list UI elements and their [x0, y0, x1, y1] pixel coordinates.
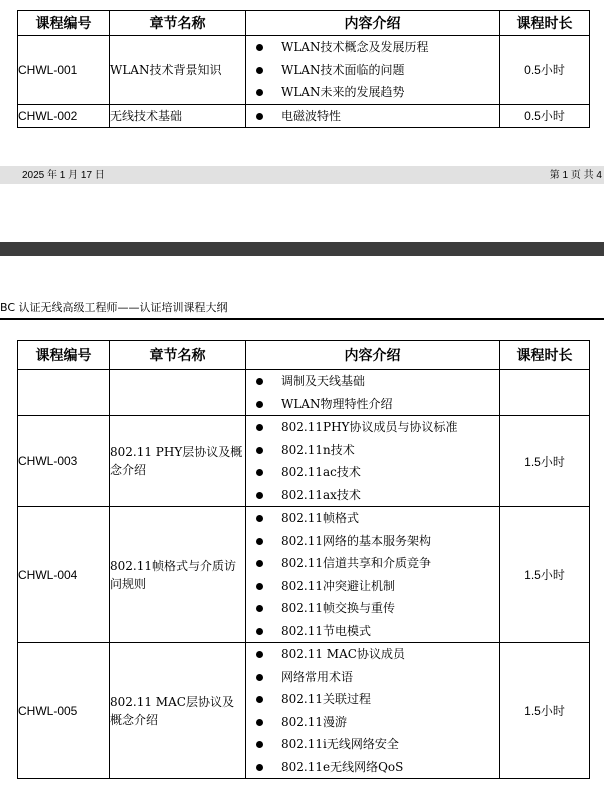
course-duration: 0.5小时	[500, 36, 590, 105]
content-item: 802.11信道共享和介质竞争	[246, 552, 499, 575]
table-header-row	[18, 341, 590, 370]
chapter-name: WLAN技术背景知识	[110, 36, 246, 105]
table-row	[18, 643, 590, 779]
header-chapter-name: 章节名称	[110, 341, 246, 370]
content-item: 802.11PHY协议成员与协议标准	[246, 416, 499, 439]
course-duration: 1.5小时	[500, 507, 590, 643]
header-content: 内容介绍	[246, 11, 500, 36]
header-content: 内容介绍	[246, 341, 500, 370]
content-item: 802.11漫游	[246, 711, 499, 734]
course-code: CHWL-005	[18, 643, 110, 779]
chapter-name: 802.11 PHY层协议及概念介绍	[110, 416, 246, 507]
content-item: 802.11 MAC协议成员	[246, 643, 499, 666]
header-duration: 课程时长	[500, 341, 590, 370]
content-item: 802.11e无线网络QoS	[246, 756, 499, 779]
course-table-top	[17, 10, 590, 128]
table-header-row	[18, 11, 590, 36]
page-footer	[0, 166, 604, 184]
header-course-code: 课程编号	[18, 11, 110, 36]
table-row	[18, 36, 590, 105]
content-item: WLAN未来的发展趋势	[246, 81, 499, 104]
course-duration: 1.5小时	[500, 416, 590, 507]
content-cell	[246, 507, 500, 643]
chapter-name: 802.11 MAC层协议及概念介绍	[110, 643, 246, 779]
chapter-name: 无线技术基础	[110, 104, 246, 128]
content-item: 802.11冲突避让机制	[246, 575, 499, 598]
content-item: 802.11帧交换与重传	[246, 597, 499, 620]
content-cell	[246, 370, 500, 416]
chapter-name	[110, 370, 246, 416]
content-item: 802.11帧格式	[246, 507, 499, 530]
content-item: 网络常用术语	[246, 666, 499, 689]
page-separator-bar	[0, 242, 604, 256]
course-duration: 0.5小时	[500, 104, 590, 128]
header-course-code: 课程编号	[18, 341, 110, 370]
document-header-title: BC 认证无线高级工程师——认证培训课程大纲	[0, 301, 228, 314]
footer-page-number: 第 1 页 共 4	[549, 170, 602, 181]
content-item: WLAN物理特性介绍	[246, 393, 499, 416]
header-duration: 课程时长	[500, 11, 590, 36]
course-code: CHWL-001	[18, 36, 110, 105]
course-code: CHWL-004	[18, 507, 110, 643]
content-item: 802.11关联过程	[246, 688, 499, 711]
content-cell	[246, 36, 500, 105]
course-duration	[500, 370, 590, 416]
table-row	[18, 507, 590, 643]
table-row	[18, 104, 590, 128]
table-row	[18, 370, 590, 416]
content-item: WLAN技术概念及发展历程	[246, 36, 499, 59]
content-item: 电磁波特性	[246, 105, 499, 128]
content-item: 调制及天线基础	[246, 370, 499, 393]
content-item: 802.11ac技术	[246, 461, 499, 484]
table-row	[18, 416, 590, 507]
content-cell	[246, 104, 500, 128]
content-item: 802.11n技术	[246, 439, 499, 462]
content-cell	[246, 643, 500, 779]
course-duration: 1.5小时	[500, 643, 590, 779]
chapter-name: 802.11帧格式与介质访问规则	[110, 507, 246, 643]
content-item: 802.11i无线网络安全	[246, 733, 499, 756]
header-chapter-name: 章节名称	[110, 11, 246, 36]
course-code	[18, 370, 110, 416]
course-code: CHWL-003	[18, 416, 110, 507]
content-item: 802.11网络的基本服务架构	[246, 530, 499, 553]
footer-date: 2025 年 1 月 17 日	[22, 170, 105, 181]
header-rule	[0, 318, 604, 320]
content-cell	[246, 416, 500, 507]
content-item: 802.11节电模式	[246, 620, 499, 643]
course-code: CHWL-002	[18, 104, 110, 128]
content-item: 802.11ax技术	[246, 484, 499, 507]
content-item: WLAN技术面临的问题	[246, 59, 499, 82]
course-table-bottom	[17, 340, 590, 779]
